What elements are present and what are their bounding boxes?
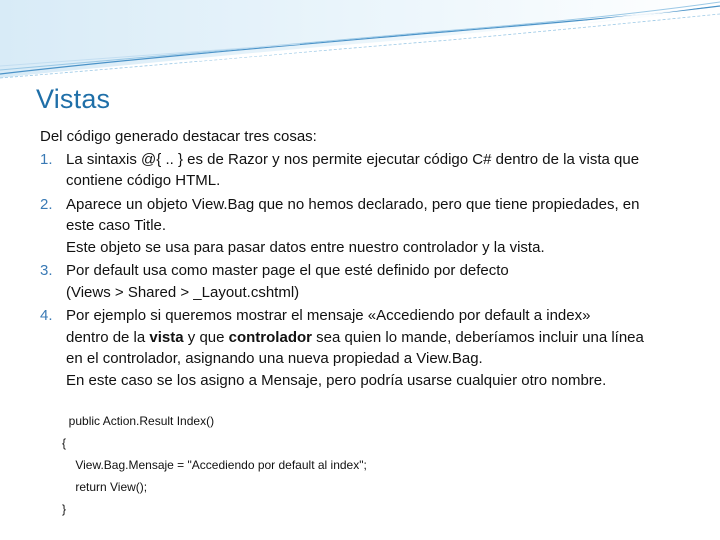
item-text: Aparece un objeto View.Bag que no hemos declarado, pero que tiene propiedades, en bbox=[66, 195, 640, 213]
list-item bbox=[40, 260, 700, 303]
code-snippet bbox=[62, 410, 367, 520]
list-item bbox=[40, 194, 700, 259]
item-text: Por default usa como master page el que esté definido por defecto bbox=[66, 262, 509, 279]
item-text-line bbox=[66, 327, 700, 349]
item-text: La sintaxis @{ .. } es de Razor y nos permite ejecutar código C# dentro de la vista que bbox=[66, 150, 640, 168]
item-text: Por ejemplo si queremos mostrar el mensaje «Accediendo por default a index» bbox=[66, 307, 591, 324]
code-line: } bbox=[62, 502, 67, 516]
item-text: (Views > Shared > _Layout.cshtml) bbox=[66, 283, 300, 301]
code-line: View.Bag.Mensaje = "Accediendo por default al index"; bbox=[62, 458, 367, 472]
item-text: contiene código HTML. bbox=[66, 172, 221, 189]
item-number: 1. bbox=[40, 150, 53, 168]
decorative-wave-header bbox=[0, 0, 720, 90]
code-line: return View(); bbox=[62, 480, 148, 494]
item-text: Este objeto se usa para pasar datos entre nuestro controlador y la vista. bbox=[66, 238, 545, 256]
item-text: En este caso se los asigno a Mensaje, pero podría usarse cualquier otro nombre. bbox=[66, 371, 607, 389]
points-list bbox=[40, 149, 700, 392]
item-text: este caso Title. bbox=[66, 217, 167, 234]
item-number: 3. bbox=[40, 262, 53, 279]
code-line: { bbox=[62, 436, 67, 450]
item-number: 2. bbox=[40, 195, 53, 213]
list-item bbox=[40, 305, 700, 391]
item-text-part: dentro de la bbox=[66, 328, 150, 346]
intro-text: Del código generado destacar tres cosas: bbox=[40, 128, 317, 145]
item-text-part: sea quien lo mande, deberíamos incluir una línea bbox=[311, 328, 644, 346]
keyword-vista: vista bbox=[149, 328, 184, 346]
slide-body bbox=[40, 126, 700, 393]
item-number: 4. bbox=[40, 307, 53, 324]
item-text: en el controlador, asignando una nueva propiedad a View.Bag. bbox=[66, 350, 483, 367]
slide-title: Vistas bbox=[36, 84, 111, 114]
item-text-part: y que bbox=[183, 328, 229, 346]
code-line: public Action.Result Index() bbox=[62, 414, 215, 428]
keyword-controlador: controlador bbox=[228, 328, 312, 346]
list-item bbox=[40, 149, 700, 192]
